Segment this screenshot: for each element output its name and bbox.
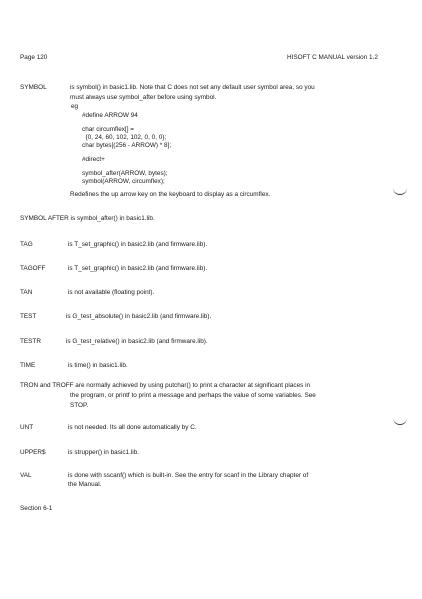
code-line: char bytes[(256 - ARROW) * 8];	[82, 142, 172, 149]
code-line: {0, 24, 60, 102, 102, 0, 0, 0};	[82, 134, 167, 141]
entry-term: UPPER$	[20, 449, 46, 456]
entry-description: TRON and TROFF are normally achieved by using putchar() to print a character at significant places in	[20, 382, 311, 389]
example-label: eg	[71, 103, 79, 110]
code-line: symbol(ARROW, circumflex);	[82, 178, 165, 185]
entry-term: TESTR	[20, 338, 41, 345]
code-line: char circumflex[] =	[82, 126, 135, 133]
code-line: #direct+	[82, 156, 105, 163]
entry-description: is G_test_absolute() in basic2.lib (and firmware.lib).	[66, 313, 212, 320]
entry-term: TIME	[20, 362, 36, 369]
margin-mark	[393, 188, 407, 195]
section-footer: Section 6-1	[20, 505, 53, 512]
manual-title: HISOFT C MANUAL version 1.2	[287, 54, 378, 61]
entry-description: the program, or printf to print a message and perhaps the value of some variables. See	[70, 392, 316, 399]
entry-term: TAG	[20, 241, 33, 248]
code-line: symbol_after(ARROW, bytes);	[82, 170, 168, 177]
page-number: Page 120	[20, 54, 48, 61]
entry-description: is G_test_relative() in basic2.lib (and firmware.lib).	[66, 338, 208, 345]
entry-description: is not needed. Its all done automatically by C.	[68, 424, 197, 431]
entry-description: is T_set_graphic() in basic2.lib (and firmware.lib).	[68, 265, 208, 272]
entry-term: TAGOFF	[20, 265, 46, 272]
margin-mark	[393, 418, 407, 425]
entry-description: the Manual.	[68, 481, 102, 488]
code-line: #define ARROW 94	[82, 112, 138, 119]
entry-note: Redefines the up arrow key on the keyboard to display as a circumflex.	[70, 191, 271, 198]
entry-symbol-after: SYMBOL AFTER is symbol_after() in basic1.lib.	[20, 215, 155, 222]
entry-term: TEST	[20, 313, 37, 320]
entry-term: TAN	[20, 289, 33, 296]
entry-term: SYMBOL	[20, 84, 47, 91]
entry-term: VAL	[20, 472, 32, 479]
entry-description: is not available (floating point).	[68, 289, 155, 296]
entry-description: must always use symbol_after before using symbol.	[70, 94, 217, 101]
entry-description: STOP.	[70, 402, 89, 409]
entry-description: is time() in basic1.lib.	[68, 362, 128, 369]
entry-description: is strupper() in basic1.lib.	[68, 449, 140, 456]
entry-description: is done with sscanf() which is built-in. See the entry for scanf in the Library chapter of	[68, 472, 309, 479]
entry-term: UNT	[20, 424, 34, 431]
entry-description: is symbol() in basic1.lib. Note that C does not set any default user symbol area, so you	[70, 84, 315, 91]
entry-description: is T_set_graphic() in basic2.lib (and firmware.lib).	[68, 241, 208, 248]
